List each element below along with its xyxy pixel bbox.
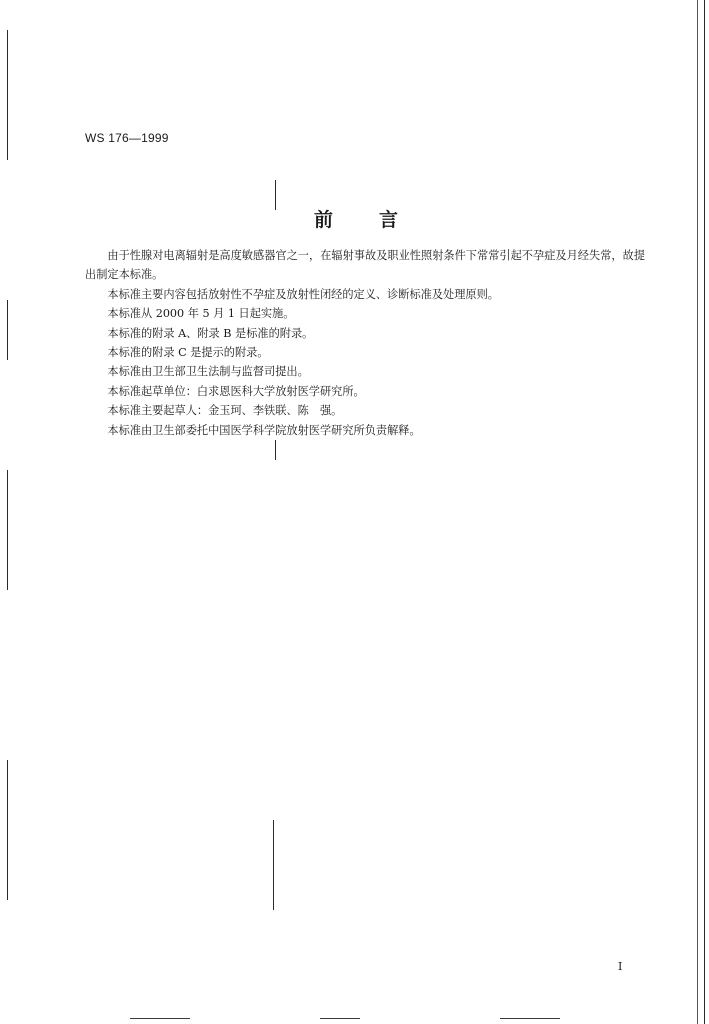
paragraph: 本标准由卫生部委托中国医学科学院放射医学研究所负责解释。	[107, 423, 421, 437]
page-number: I	[618, 960, 623, 973]
scan-streak-left	[7, 470, 8, 590]
paragraph: 本标准由卫生部卫生法制与监督司提出。	[107, 365, 309, 379]
scan-edge-bottom	[130, 1018, 190, 1019]
paragraph: 本标准起草单位：白求恩医科大学放射医学研究所。	[107, 384, 365, 398]
scan-streak-center	[275, 440, 276, 460]
page-title: 前言	[314, 209, 445, 231]
paragraph: 本标准从 2000 年 5 月 1 日起实施。	[107, 307, 295, 321]
scan-streak-left	[7, 300, 8, 360]
scan-streak-center	[273, 820, 274, 910]
scan-edge-bottom	[320, 1018, 360, 1019]
foreword-body	[85, 246, 645, 440]
scan-streak-right	[704, 0, 705, 1024]
paragraph: 本标准主要起草人：金玉珂、李铁联、陈 强。	[107, 404, 343, 418]
paragraph: 本标准的附录 C 是提示的附录。	[107, 346, 269, 360]
scan-streak-right	[697, 0, 698, 1024]
scan-streak-left	[7, 760, 8, 900]
paragraph: 本标准主要内容包括放射性不孕症及放射性闭经的定义、诊断标准及处理原则。	[107, 287, 499, 301]
paragraph: 由于性腺对电离辐射是高度敏感器官之一，在辐射事故及职业性照射条件下常常引起不孕症及月经失常，故提出制定本标准。	[85, 249, 645, 282]
standard-code: WS 176—1999	[85, 131, 169, 145]
paragraph: 本标准的附录 A、附录 B 是标准的附录。	[107, 326, 314, 340]
scan-edge-bottom	[500, 1018, 560, 1019]
scan-streak-left	[7, 30, 8, 160]
scan-streak-center	[275, 180, 276, 210]
